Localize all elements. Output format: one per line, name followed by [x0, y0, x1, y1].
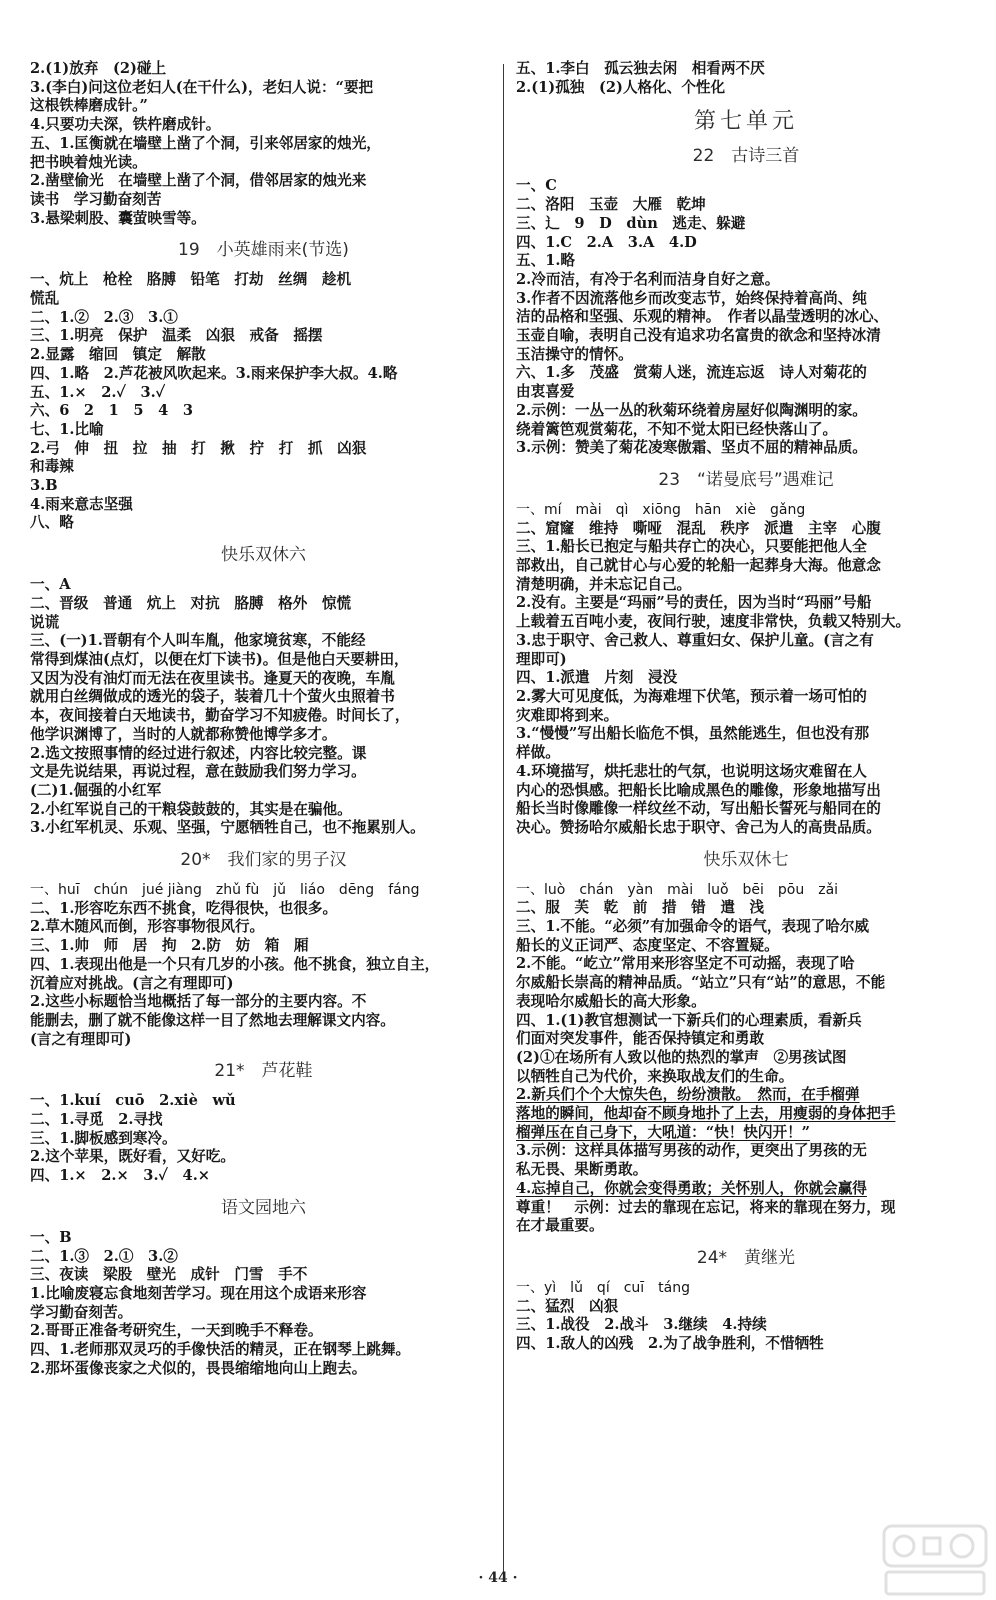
answer-line: 3.作者不因流落他乡而改变志节，始终保持着高尚、纯	[516, 289, 867, 307]
answer-line: 学习勤奋刻苦。	[30, 1303, 133, 1321]
answer-line: 本，夜间接着白天地读书，勤奋学习不知疲倦。时间长了，	[30, 707, 410, 725]
answer-line: 读书 学习勤奋刻苦	[30, 190, 162, 208]
answer-line: 2.(1)放弃 (2)碰上	[30, 60, 167, 77]
section-heading: 语文园地六	[221, 1197, 306, 1218]
answer-line: 尊重！ 示例：过去的靠现在忘记，将来的靠现在努力，现	[516, 1198, 896, 1216]
answer-line: 能删去，删了就不能像这样一目了然地去理解课文内容。	[30, 1011, 395, 1029]
answer-line: 一、C	[516, 177, 557, 195]
answer-line: 2.小红军说自己的干粮袋鼓鼓的，其实是在骗他。	[30, 800, 352, 818]
answer-line: 四、1.(1)教官想测试一下新兵们的心理素质，看新兵	[516, 1011, 862, 1029]
answer-line: 把书映着烛光读。	[30, 153, 147, 171]
answer-line: 4.雨来意志坚强	[30, 495, 133, 513]
answer-line: 六、6 2 1 5 4 3	[30, 402, 194, 420]
section-heading: 快乐双休七	[703, 849, 789, 870]
answer-line: 三、1.不能。“必须”有加强命令的语气，表现了哈尔威	[516, 918, 870, 936]
answer-line: 四、1.敌人的凶残 2.为了战争胜利，不惜牺牲	[516, 1335, 824, 1353]
answer-line: 船长的义正词严、态度坚定、不容置疑。	[516, 936, 779, 954]
answer-line: 四、1.略 2.芦花被风吹起来。3.雨来保护李大叔。4.略	[30, 364, 398, 382]
section-heading: 19 小英雄雨来(节选)	[178, 240, 349, 261]
answer-line: 2.凿壁偷光 在墙壁上凿了个洞，借邻居家的烛光来	[30, 172, 367, 190]
answer-line: 2.显露 缩回 镇定 解散	[30, 346, 206, 364]
answer-line: 三、1.船长已抱定与船共存亡的决心，只要能把他人全	[516, 538, 867, 556]
answer-line: 三、(一)1.晋朝有个人叫车胤，他家境贫寒，不能经	[30, 632, 366, 650]
answer-line: 2.没有。主要是“玛丽”号的责任，因为当时“玛丽”号船	[516, 594, 872, 612]
section-heading: 23 “诺曼底号”遇难记	[658, 469, 834, 490]
answer-line: 1.比喻废寝忘食地刻苦学习。现在用这个成语来形容	[30, 1284, 367, 1302]
answer-line: 尔威船长崇高的精神品质。“站立”只有“站”的意思，不能	[516, 974, 886, 992]
unit-title: 第七单元	[693, 109, 798, 135]
answer-line: 2.示例：一丛一丛的秋菊环绕着房屋好似陶渊明的家。	[516, 401, 867, 419]
answer-line: 玉洁操守的情怀。	[516, 345, 633, 363]
answer-line: 二、猛烈 凶狠	[516, 1297, 619, 1315]
answer-line: 4.忘掉自己，你就会变得勇敢；关怀别人，你就会赢得	[516, 1179, 867, 1197]
answer-line: 和毒辣	[30, 458, 74, 476]
answer-line: (言之有理即可)	[30, 1030, 132, 1048]
answer-line: 榴弹压在自己身下，大吼道：“快！快闪开！”	[516, 1123, 811, 1141]
answer-line: 3.B	[30, 477, 58, 495]
answer-line: 2.不能。“屹立”常用来形容坚定不可动摇，表现了哈	[516, 955, 855, 973]
answer-line: 一、A	[30, 576, 71, 594]
answer-line: 四、1.C 2.A 3.A 4.D	[516, 233, 697, 251]
watermark-logo	[880, 1520, 990, 1598]
answer-line: 这根铁棒磨成针。”	[30, 97, 148, 115]
answer-line: 三、夜读 梁股 壁光 成针 门雪 手不	[30, 1266, 308, 1284]
answer-line: 上载着五百吨小麦，夜间行驶，速度非常快，负载又特别大。	[516, 613, 911, 631]
answer-line: 五、1.李白 孤云独去闲 相看两不厌	[516, 60, 765, 77]
answer-line: 常得到煤油(点灯，以便在灯下读书)。但是他白天要耕田，	[30, 650, 409, 668]
section-heading: 21* 芦花鞋	[214, 1061, 313, 1082]
answer-line: 3.示例：这样具体描写男孩的动作，更突出了男孩的无	[516, 1142, 867, 1160]
answer-line: 二、1.③ 2.① 3.②	[30, 1247, 178, 1265]
answer-line: 二、1.寻觅 2.寻找	[30, 1111, 163, 1129]
answer-line: 清楚明确，并未忘记自己。	[516, 575, 692, 593]
answer-line: 2.弓 伸 扭 拉 抽 打 揪 拧 打 抓 凶狠	[30, 439, 367, 457]
answer-line: 玉壶自喻，表明自己没有追求功名富贵的欲念和坚持冰清	[516, 327, 881, 345]
left-column	[30, 60, 497, 1378]
answer-line: 一、炕上 枪栓 胳膊 铅笔 打劫 丝绸 趁机	[30, 271, 352, 289]
answer-line: 一、1.kuí cuō 2.xiè wǔ	[30, 1092, 236, 1110]
answer-line: 部救出，自己就甘心与心爱的轮船一起葬身大海。他意念	[516, 557, 881, 575]
answer-line: 4.环境描写，烘托悲壮的气氛，也说明这场灾难留在人	[516, 762, 867, 780]
answer-line: 在才最重要。	[516, 1217, 604, 1235]
right-column	[516, 60, 976, 1354]
answer-line: 三、1.脚板感到寒冷。	[30, 1129, 177, 1147]
answer-line: 3.忠于职守、舍己救人、尊重妇女、保护儿童。(言之有	[516, 631, 874, 649]
answer-line: 3.小红军机灵、乐观、坚强，宁愿牺牲自己，也不拖累别人。	[30, 819, 425, 837]
answer-line: 以牺牲自己为代价，来换取战友们的生命。	[516, 1067, 794, 1085]
section-heading: 快乐双休六	[221, 545, 306, 566]
answer-line: 四、1.表现出他是一个只有几岁的小孩。他不挑食，独立自主，	[30, 955, 440, 973]
answer-line: 又因为没有油灯而无法在夜里读书。逢夏天的夜晚，车胤	[30, 669, 395, 687]
answer-line: 五、1.匡衡就在墙壁上凿了个洞，引来邻居家的烛光，	[30, 134, 381, 152]
answer-line: 绕着篱笆观赏菊花，不知不觉太阳已经快落山了。	[516, 420, 838, 438]
answer-line: 决心。赞扬哈尔威船长忠于职守、舍己为人的高贵品质。	[516, 818, 881, 836]
answer-line: 理即可)	[516, 650, 567, 668]
answer-line: 一、yì lǔ qí cuī táng	[516, 1279, 691, 1296]
answer-line: 2.草木随风而倒，形容事物很风行。	[30, 918, 265, 936]
answer-line: 样做。	[516, 744, 560, 762]
answer-line: 2.雾大可见度低，为海难埋下伏笔，预示着一场可怕的	[516, 687, 867, 705]
section-heading: 24* 黄继光	[696, 1247, 796, 1268]
answer-line: 2.这些小标题恰当地概括了每一部分的主要内容。不	[30, 993, 367, 1011]
answer-line: 六、1.多 茂盛 赏菊人迷，流连忘返 诗人对菊花的	[516, 364, 867, 382]
answer-line: 私无畏、果断勇敢。	[516, 1161, 648, 1179]
answer-line: 三、辶 9 D dùn 逃走、躲避	[516, 214, 746, 232]
answer-line: 三、1.明亮 保护 温柔 凶狠 戒备 摇摆	[30, 327, 323, 345]
answer-line: 内心的恐惧感。把船长比喻成黑色的雕像，形象地描写出	[516, 781, 881, 799]
answer-line: 四、1.× 2.× 3.✓ 4.×	[30, 1167, 211, 1185]
answer-line: 2.这个苹果，既好看，又好吃。	[30, 1148, 235, 1166]
answer-line: 3.“慢慢”写出船长临危不惧，虽然能逃生，但也没有那	[516, 725, 870, 743]
answer-line: 由衷喜爱	[516, 383, 575, 401]
answer-line: 一、huī chún jué jiàng zhǔ fù jǔ liáo dēng fáng	[30, 882, 420, 899]
answer-line: 他学识渊博了，当时的人就都称赞他博学多才。	[30, 725, 337, 743]
answer-line: 2.那坏蛋像丧家之犬似的，畏畏缩缩地向山上跑去。	[30, 1359, 367, 1377]
answer-line: 2.选文按照事情的经过进行叙述，内容比较完整。课	[30, 744, 367, 762]
answer-line: 落地的瞬间，他却奋不顾身地扑了上去，用瘦弱的身体把手	[516, 1105, 896, 1123]
answer-line: 沉着应对挑战。(言之有理即可)	[30, 974, 234, 992]
answer-line: 慌乱	[30, 290, 60, 308]
answer-line: 三、1.战役 2.战斗 3.继续 4.持续	[516, 1316, 767, 1334]
answer-line: 二、洛阳 玉壶 大雁 乾坤	[516, 196, 706, 214]
answer-line: 二、1.形容吃东西不挑食，吃得很快，也很多。	[30, 899, 338, 917]
answer-line: 灾难即将到来。	[516, 706, 619, 724]
section-heading: 22 古诗三首	[692, 146, 800, 167]
answer-line: 3.示例：赞美了菊花凌寒傲霜、坚贞不屈的精神品质。	[516, 439, 867, 457]
answer-line: 2.冷而洁，有冷于名利而洁身自好之意。	[516, 270, 780, 288]
answer-line: 二、晋级 普通 炕上 对抗 胳膊 格外 惊慌	[30, 594, 352, 612]
answer-line: 文是先说结果，再说过程，意在鼓励我们努力学习。	[30, 763, 366, 781]
section-heading: 20* 我们家的男子汉	[180, 850, 347, 871]
answer-line: 二、1.② 2.③ 3.①	[30, 308, 178, 326]
answer-line: 就用白丝绸做成的透光的袋子，装着几十个萤火虫照着书	[30, 688, 395, 706]
answer-line: 一、mí mài qì xiōng hān xiè gǎng	[516, 501, 806, 518]
answer-line: 五、1.× 2.✓ 3.✓	[30, 383, 166, 401]
answer-line: 们面对突发事件，能否保持镇定和勇敢	[516, 1030, 765, 1048]
answer-line: 说谎	[30, 613, 60, 631]
answer-line: (二)1.倔强的小红军	[30, 781, 162, 799]
answer-line: 二、服 芙 乾 前 措 错 遣 浅	[516, 899, 765, 917]
answer-line: 二、窟窿 维持 嘶哑 混乱 秩序 派遣 主宰 心腹	[516, 519, 881, 537]
answer-line: 2.新兵们个个大惊失色，纷纷溃散。 然而，在手榴弹	[516, 1086, 860, 1104]
answer-line: 五、1.略	[516, 252, 576, 270]
answer-line: 2.哥哥正准备考研究生，一天到晚手不释卷。	[30, 1322, 323, 1340]
answer-line: 洁的品格和坚强、乐观的精神。 作者以晶莹透明的冰心、	[516, 308, 889, 326]
answer-line: 3.悬梁刺股、囊萤映雪等。	[30, 209, 206, 227]
answer-line: 八、略	[30, 514, 74, 532]
answer-line: 一、luò chán yàn mài luǒ bēi pōu zǎi	[516, 881, 839, 898]
answer-line: 一、B	[30, 1228, 72, 1246]
answer-line: 4.只要功夫深，铁杵磨成针。	[30, 116, 221, 134]
answer-line: 四、1.老师那双灵巧的手像快活的精灵，正在钢琴上跳舞。	[30, 1341, 411, 1359]
answer-line: 七、1.比喻	[30, 420, 104, 438]
answer-line: 四、1.派遣 片刻 浸没	[516, 669, 678, 687]
column-divider	[503, 64, 504, 1580]
answer-line: 2.(1)孤独 (2)人格化、个性化	[516, 78, 726, 96]
page-number: · 44 ·	[478, 1570, 518, 1586]
answer-line: (2)①在场所有人致以他的热烈的掌声 ②男孩试图	[516, 1048, 847, 1066]
answer-line: 船长当时像雕像一样纹丝不动，写出船长誓死与船同在的	[516, 800, 881, 818]
answer-line: 三、1.帅 师 居 拘 2.防 妨 箱 厢	[30, 937, 309, 955]
answer-line: 3.(李白)问这位老妇人(在干什么)，老妇人说：“要把	[30, 78, 374, 96]
answer-line: 表现哈尔威船长的高大形象。	[516, 992, 706, 1010]
